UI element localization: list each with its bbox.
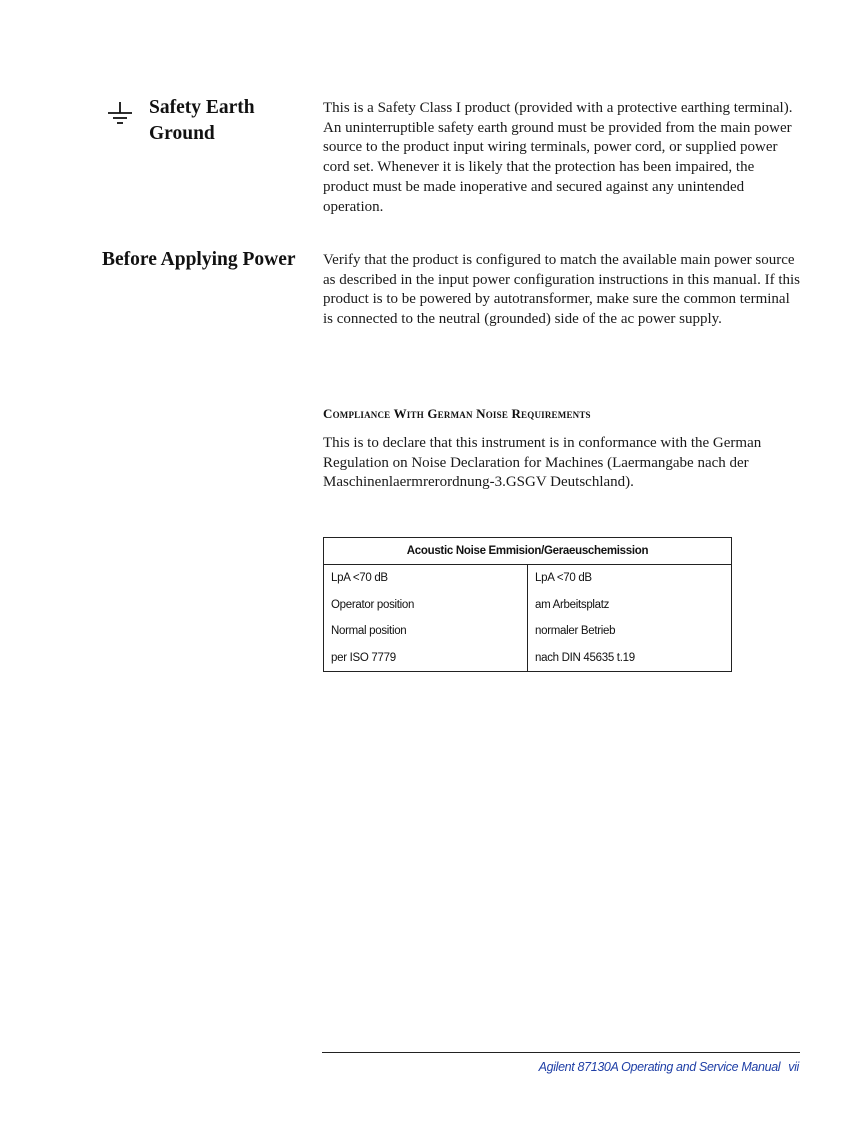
table-cell-german: nach DIN 45635 t.19 [535, 651, 635, 664]
ground-icon [107, 102, 133, 126]
table-header: Acoustic Noise Emmision/Geraeuschemission [324, 538, 732, 565]
table-cell-german: normaler Betrieb [535, 625, 616, 638]
before-applying-power-body: Verify that the product is configured to match the available main power source as described in the input power configuration instructions in this manual. If this product is to be powered by autotransformer, make sure the common terminal is connected to the neutral (grounded) side of the ac power supply. [323, 252, 800, 328]
safety-earth-ground-heading-line1: Safety Earth [149, 97, 255, 118]
table-row [324, 565, 732, 592]
table-row [324, 592, 732, 619]
table-row [324, 645, 732, 672]
footer-page-number: vii [788, 1060, 799, 1074]
footer [539, 1060, 799, 1074]
compliance-body: This is to declare that this instrument is in conformance with the German Regulation on Noise Declaration for Machines (Laermangabe nach der Maschinenlaermrerordnung-3.GSGV Deutschland). [323, 435, 762, 491]
table-cell-english: Operator position [324, 592, 528, 619]
table-cell-german: am Arbeitsplatz [535, 598, 610, 611]
table-cell-english: Normal position [324, 618, 528, 645]
table-cell-german: LpA <70 dB [535, 572, 592, 585]
safety-earth-ground-heading [149, 95, 299, 147]
compliance-heading: Compliance With German Noise Requirements [323, 406, 591, 421]
table-cell-english: LpA <70 dB [324, 565, 528, 592]
noise-emission-table [323, 537, 732, 672]
table-header-row [324, 538, 732, 565]
table-cell-english: per ISO 7779 [324, 645, 528, 672]
safety-earth-ground-heading-line2: Ground [149, 123, 215, 144]
safety-earth-ground-body: This is a Safety Class I product (provided with a protective earthing terminal). An uninterruptible safety earth ground must be provided from the main power source to the product input wiring terminals, power cord, or supplied power cord set. Whenever it is likely that the protection has been impaired, the product must be made inoperative and secured against any unintended operation. [323, 100, 793, 215]
table-row [324, 618, 732, 645]
footer-manual-title: Agilent 87130A Operating and Service Manual [538, 1060, 781, 1074]
footer-divider [322, 1052, 800, 1053]
before-applying-power-heading: Before Applying Power [102, 249, 296, 270]
